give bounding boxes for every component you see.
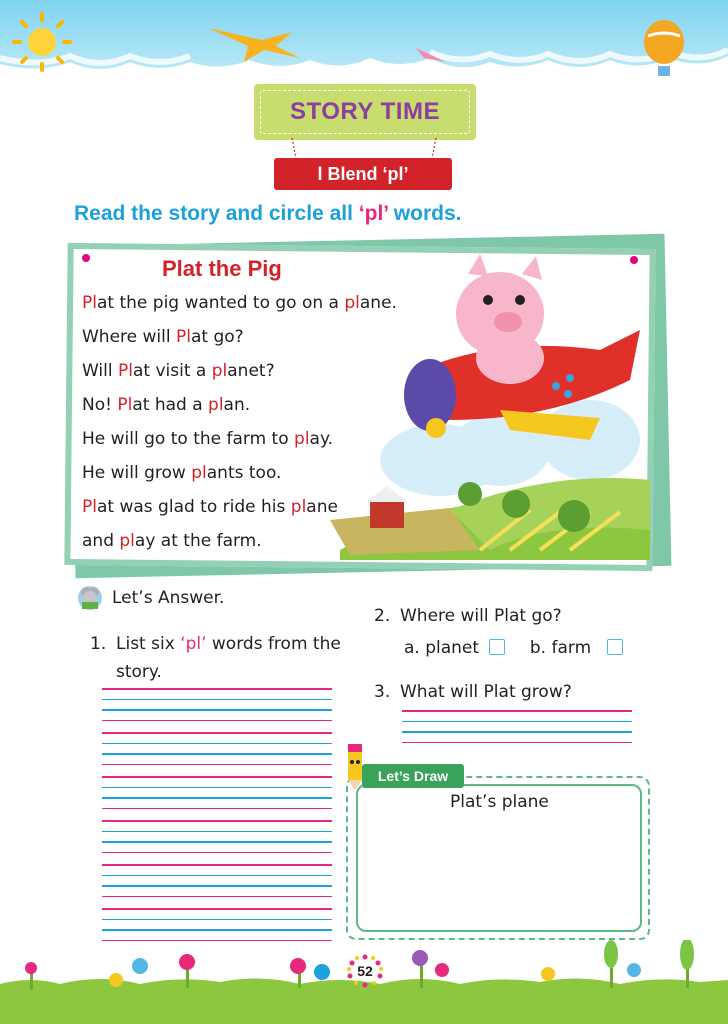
answer-lines-3[interactable] — [402, 710, 632, 743]
writing-line — [102, 820, 332, 822]
instruction-highlight: ‘pl’ — [358, 202, 388, 225]
story-text-segment: ay at the farm. — [134, 531, 262, 551]
answer-lines-1[interactable] — [102, 688, 332, 941]
writing-line — [102, 919, 332, 921]
writing-line — [102, 753, 332, 755]
story-text-segment: Will — [82, 361, 119, 381]
pl-blend[interactable]: pl — [119, 531, 135, 551]
story-text-segment: an. — [223, 395, 251, 415]
pl-blend[interactable]: pl — [344, 293, 360, 313]
story-title: Plat the Pig — [162, 256, 282, 281]
question-2 — [374, 602, 562, 630]
writing-line — [102, 709, 332, 711]
question-text: What will Plat grow? — [400, 682, 572, 702]
writing-line — [402, 710, 632, 712]
question-text: List six — [116, 634, 181, 654]
pl-blend[interactable]: Pl — [117, 395, 133, 415]
story-text-segment: ane. — [359, 293, 397, 313]
story-text-segment: at was glad to ride his — [96, 497, 291, 517]
writing-line — [402, 742, 632, 744]
writing-line — [102, 699, 332, 701]
pl-blend[interactable]: Pl — [82, 293, 97, 313]
writing-line — [102, 776, 332, 778]
pl-blend[interactable]: Pl — [118, 361, 133, 381]
banner-strings — [286, 138, 446, 160]
pig-plane-illustration — [330, 250, 650, 560]
question-text: story. — [116, 662, 162, 682]
story-text-segment: and — [82, 531, 120, 551]
pl-blend[interactable]: pl — [211, 361, 228, 381]
pl-blend[interactable]: Pl — [176, 327, 191, 347]
story-text-segment: anet? — [227, 361, 275, 381]
pin-icon — [82, 254, 90, 262]
story-text-segment: at go? — [190, 327, 244, 347]
question-number: 1. — [90, 634, 107, 654]
writing-line — [102, 864, 332, 866]
pencil-mascot-icon — [342, 742, 368, 790]
writing-line — [102, 841, 332, 843]
story-text-segment: Where will — [82, 327, 176, 347]
page-number-text: 52 — [357, 963, 373, 979]
question-highlight: ‘pl’ — [180, 634, 207, 654]
writing-line — [102, 875, 332, 877]
story-text-segment: at the pig wanted to go on a — [96, 293, 345, 313]
writing-line — [102, 808, 332, 810]
story-text-segment: at had a — [132, 395, 209, 415]
instruction-text — [74, 202, 461, 226]
story-text-segment: No! — [82, 395, 118, 415]
writing-line — [102, 764, 332, 766]
draw-caption: Plat’s plane — [450, 792, 549, 812]
lets-answer-heading — [76, 584, 224, 612]
writing-line — [102, 852, 332, 854]
option-a-checkbox[interactable] — [489, 639, 505, 655]
writing-line — [102, 720, 332, 722]
writing-line — [402, 731, 632, 733]
question-2-options — [404, 634, 623, 662]
mouse-reading-icon — [76, 584, 104, 612]
story-text-segment: ants too. — [206, 463, 282, 483]
sky-clouds-illustration — [0, 0, 728, 80]
writing-line — [102, 831, 332, 833]
writing-line — [102, 732, 332, 734]
banner-title: STORY TIME — [290, 98, 440, 125]
page-number — [346, 954, 384, 988]
option-b-label: b. farm — [529, 638, 592, 658]
lets-draw-tag: Let’s Draw — [362, 764, 464, 788]
story-time-banner — [254, 84, 476, 140]
instruction-part: words. — [387, 202, 462, 225]
balloon-icon — [644, 20, 684, 76]
writing-line — [102, 787, 332, 789]
question-text: Where will Plat go? — [400, 606, 562, 626]
pl-blend[interactable]: pl — [290, 497, 307, 517]
pl-blend[interactable]: pl — [191, 463, 207, 483]
instruction-part: Read the story and circle all — [74, 202, 359, 225]
pl-blend[interactable]: Pl — [82, 497, 97, 517]
writing-line — [102, 743, 332, 745]
option-a-label: a. planet — [404, 638, 480, 658]
writing-line — [102, 688, 332, 690]
writing-line — [102, 896, 332, 898]
writing-line — [102, 908, 332, 910]
question-1 — [90, 630, 341, 686]
story-text-segment: at visit a — [133, 361, 212, 381]
writing-line — [102, 929, 332, 931]
question-number: 2. — [374, 606, 391, 626]
question-3 — [374, 678, 572, 706]
writing-line — [402, 721, 632, 723]
blend-subtitle: l Blend ‘pl’ — [274, 158, 452, 190]
story-text-segment: ay. — [309, 429, 334, 449]
pl-blend[interactable]: pl — [294, 429, 310, 449]
lets-answer-label: Let’s Answer. — [112, 588, 225, 608]
writing-line — [102, 885, 332, 887]
writing-line — [102, 797, 332, 799]
question-number: 3. — [374, 682, 391, 702]
pl-blend[interactable]: pl — [208, 395, 224, 415]
question-text: words from the — [206, 634, 341, 654]
story-text-segment: He will grow — [82, 463, 192, 483]
story-text-segment: He will go to the farm to — [82, 429, 295, 449]
story-text-segment: ane — [306, 497, 338, 517]
option-b-checkbox[interactable] — [607, 639, 623, 655]
